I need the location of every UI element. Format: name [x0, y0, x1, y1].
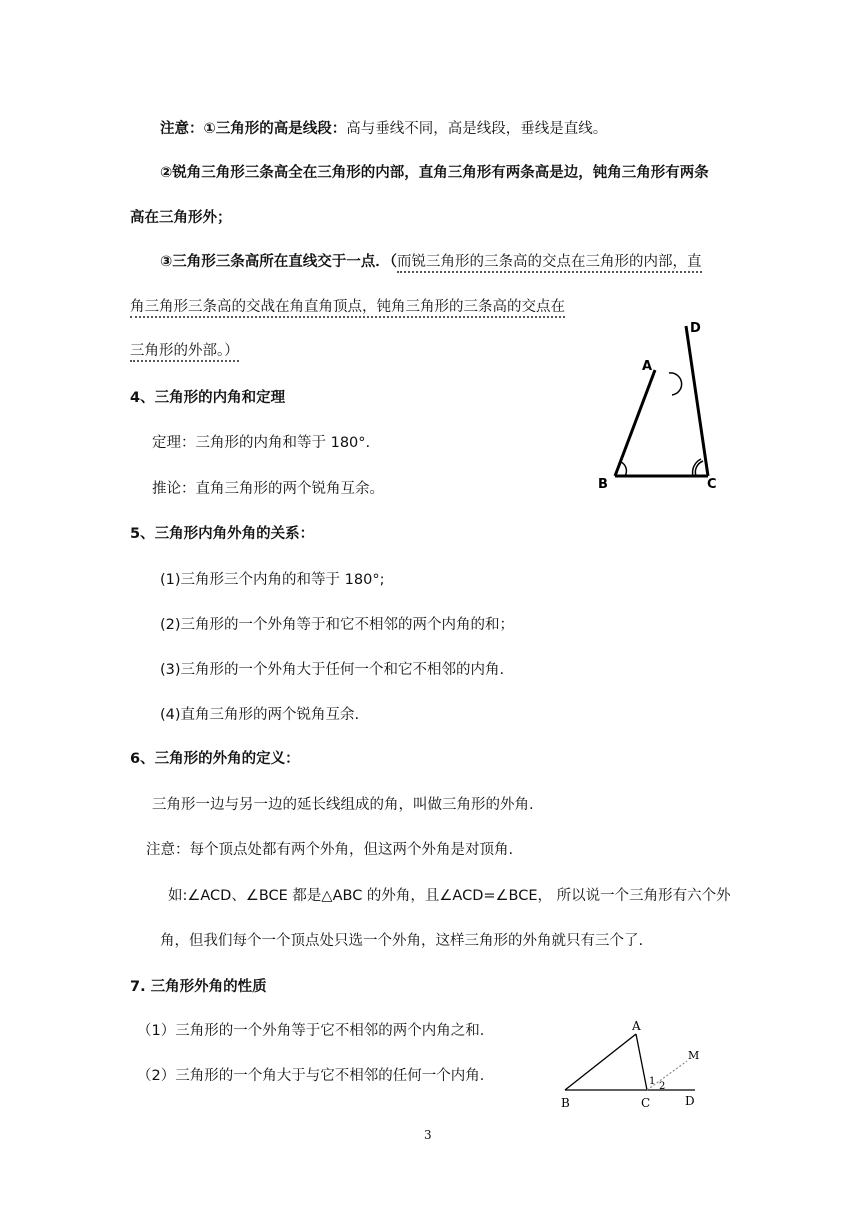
note-3-text-1: 而锐三角形的三条高的交点在三角形的内部，直 [397, 254, 702, 273]
note-3-bold: ③三角形三条高所在直线交于一点． [160, 254, 390, 270]
note-1-label: 注意：①三角形的高是线段： [160, 121, 347, 137]
section-6-definition: 三角形一边与另一边的延长线组成的角，叫做三角形的外角. [152, 797, 534, 813]
triangle-figure-2 [555, 1013, 715, 1113]
section-6-heading: 6、三角形的外角的定义： [130, 751, 300, 767]
angle-mark-a [669, 373, 682, 395]
note-1-text: 高与垂线不同，高是线段，垂线是直线。 [346, 121, 608, 137]
section-4-heading: 4、三角形的内角和定理 [130, 390, 286, 406]
segment-cd [686, 326, 708, 476]
triangle-figure-1 [590, 315, 730, 495]
note-2-line-2: 高在三角形外； [130, 210, 232, 226]
figure-2-label-b: B [561, 1096, 570, 1110]
segment-ac [636, 1034, 647, 1090]
section-5-item-4: (4)直角三角形的两个锐角互余. [160, 707, 360, 723]
note-2-line-1: ②锐角三角形三条高全在三角形的内部，直角三角形有两条高是边，钝角三角形有两条 [160, 165, 709, 181]
figure-1-label-d: D [690, 321, 701, 336]
page-number: 3 [424, 1128, 432, 1142]
note-3-text-2: 角三角形三条高的交战在角直角顶点，钝角三角形的三条高的交点在 [130, 299, 565, 318]
angle-mark-b [621, 462, 626, 476]
figure-1-label-b: B [598, 477, 608, 492]
segment-ba [565, 1034, 636, 1090]
figure-2-label-c: C [641, 1096, 651, 1110]
note-3-line-3 [130, 341, 239, 361]
figure-2-label-d: D [685, 1094, 695, 1108]
section-4-theorem: 定理：三角形的内角和等于 180°. [152, 435, 371, 451]
note-1 [160, 119, 607, 139]
section-7-item-2: （2）三角形的一个角大于与它不相邻的任何一个内角． [137, 1068, 495, 1084]
figure-2-angle-2: 2 [659, 1081, 666, 1092]
figure-2-label-m: M [688, 1049, 700, 1062]
section-5-item-1: (1)三角形三个内角的和等于 180°; [160, 572, 385, 588]
figure-2-label-a: A [632, 1019, 641, 1033]
note-3-text-3: 三角形的外部。） [130, 343, 239, 362]
segment-ab [615, 370, 655, 476]
figure-2-angle-1: 1 [649, 1076, 656, 1087]
section-4-corollary: 推论：直角三角形的两个锐角互余。 [152, 481, 384, 497]
section-7-heading: 7. 三角形外角的性质 [130, 979, 267, 995]
note-3-paren: （ [389, 254, 398, 270]
note-3-line-2 [130, 297, 565, 317]
figure-1-label-a: A [642, 359, 653, 374]
section-7-item-1: （1）三角形的一个外角等于它不相邻的两个内角之和． [137, 1023, 495, 1039]
section-6-example-line-2: 角，但我们每个一个顶点处只选一个外角，这样三角形的外角就只有三个了. [160, 933, 644, 949]
section-5-heading: 5、三角形内角外角的关系： [130, 526, 315, 542]
figure-1-label-c: C [707, 477, 717, 492]
section-5-item-3: (3)三角形的一个外角大于任何一个和它不相邻的内角. [160, 662, 505, 678]
note-3-line-1 [160, 252, 702, 272]
section-6-note: 注意：每个顶点处都有两个外角，但这两个外角是对顶角. [146, 842, 514, 858]
section-5-item-2: (2)三角形的一个外角等于和它不相邻的两个内角的和； [160, 617, 515, 633]
section-6-example-line-1: 如:∠ACD、∠BCE 都是△ABC 的外角，且∠ACD=∠BCE， 所以说一个三角形有六个外 [168, 888, 731, 904]
